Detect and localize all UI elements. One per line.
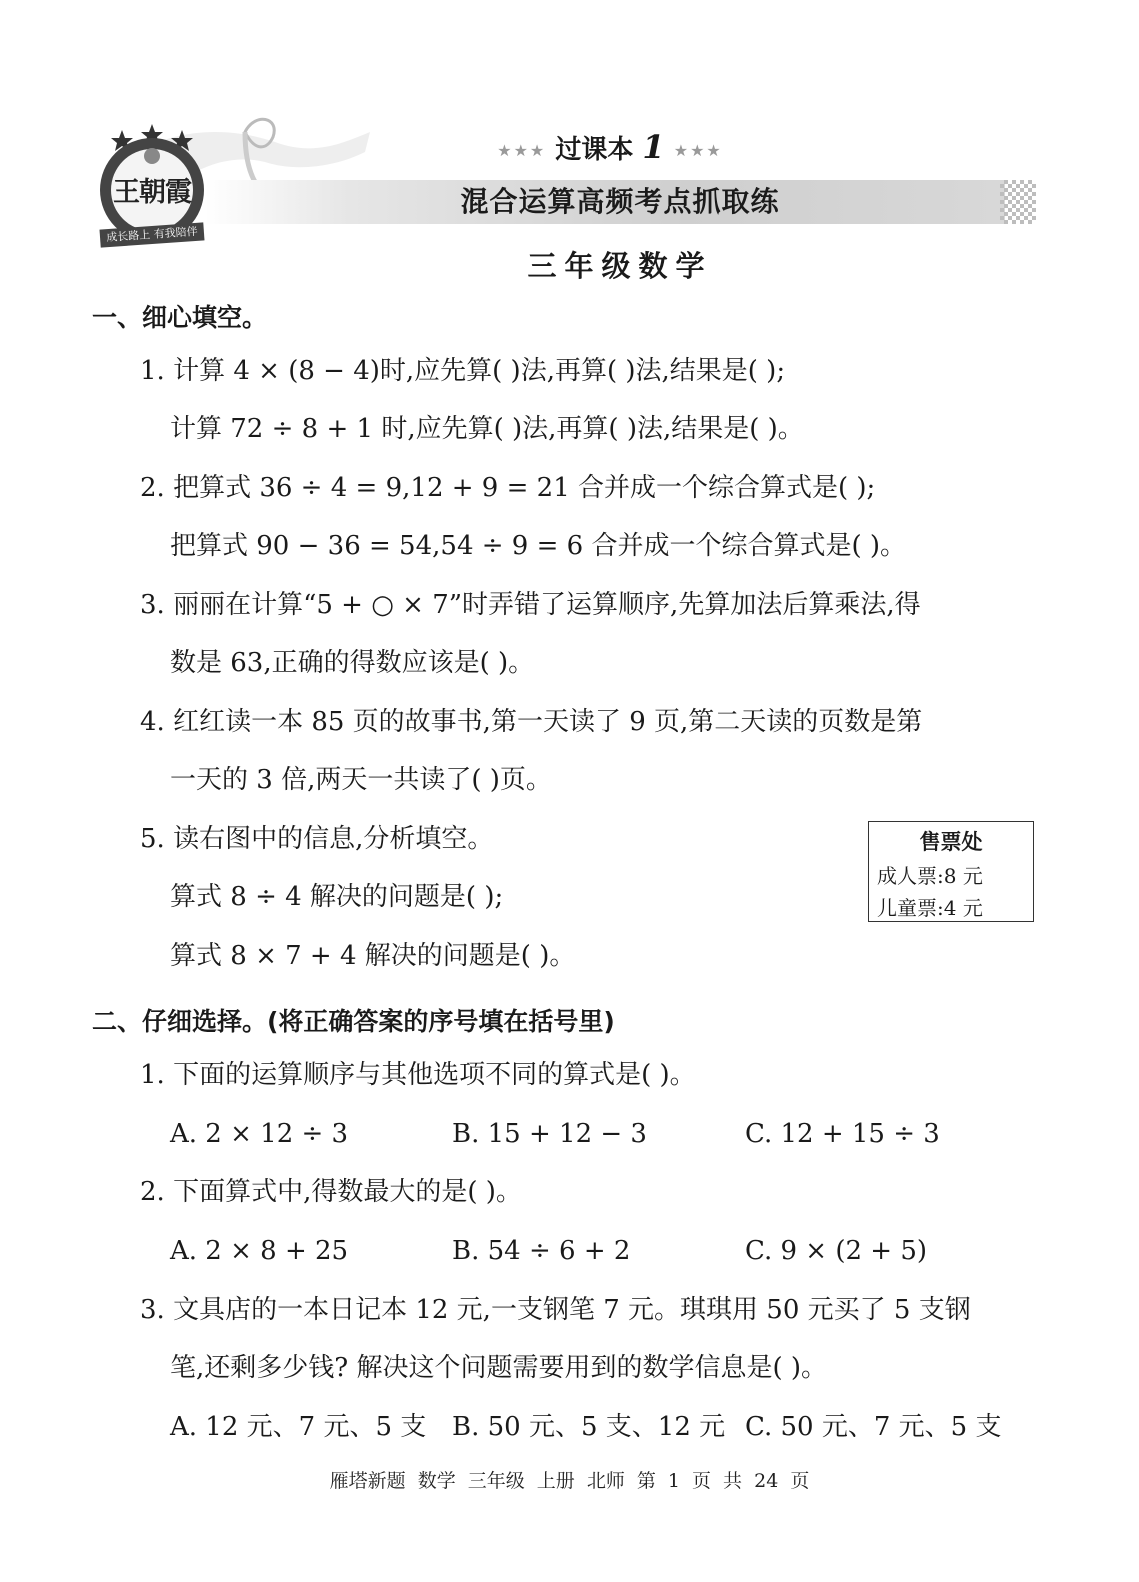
publisher-logo: [92, 122, 212, 252]
option-c: C. 9 × (2 + 5): [745, 1236, 928, 1266]
question-line: 数是 63,正确的得数应该是( )。: [170, 648, 535, 678]
question-line: 3. 文具店的一本日记本 12 元,一支钢笔 7 元。琪琪用 50 元买了 5 支钢: [140, 1295, 971, 1325]
logo-name: 王朝霞: [113, 177, 191, 208]
page-title: 混合运算高频考点抓取练: [460, 185, 780, 218]
question-line: 把算式 90 − 36 = 54,54 ÷ 9 = 6 合并成一个综合算式是( )。: [170, 531, 907, 561]
stars-right-icon: ★★★: [673, 141, 723, 160]
logo-motto: 成长路上 有我陪伴: [99, 222, 204, 247]
question-line: 一天的 3 倍,两天一共读了( )页。: [170, 765, 552, 795]
option-c: C. 12 + 15 ÷ 3: [745, 1119, 940, 1149]
ticket-office-box: [868, 821, 1034, 922]
question-line: 3. 丽丽在计算“5 + ○ × 7”时弄错了运算顺序,先算加法后算乘法,得: [140, 590, 921, 620]
question-line: 算式 8 × 7 + 4 解决的问题是( )。: [170, 941, 576, 971]
question-line: 4. 红红读一本 85 页的故事书,第一天读了 9 页,第二天读的页数是第: [140, 707, 923, 737]
question-line: 计算 72 ÷ 8 + 1 时,应先算( )法,再算( )法,结果是( )。: [170, 414, 804, 444]
option-a: A. 2 × 8 + 25: [170, 1236, 349, 1266]
option-a: A. 12 元、7 元、5 支: [170, 1412, 427, 1442]
option-b: B. 15 + 12 − 3: [452, 1119, 647, 1149]
ticket-adult-price: 成人票:8 元: [877, 864, 983, 888]
checker-pattern: [1000, 180, 1036, 224]
question-line: 1. 下面的运算顺序与其他选项不同的算式是( )。: [140, 1060, 696, 1090]
page-footer: 雁塔新题 数学 三年级 上册 北师 第 1 页 共 24 页: [329, 1470, 810, 1492]
option-a: A. 2 × 12 ÷ 3: [170, 1119, 349, 1149]
ticket-child-price: 儿童票:4 元: [877, 896, 983, 920]
series-label-text: 过课本: [555, 135, 634, 165]
option-b: B. 54 ÷ 6 + 2: [452, 1236, 631, 1266]
question-line: 1. 计算 4 × (8 − 4)时,应先算( )法,再算( )法,结果是( );: [140, 356, 786, 386]
option-c: C. 50 元、7 元、5 支: [745, 1412, 1002, 1442]
question-line: 2. 把算式 36 ÷ 4 = 9,12 + 9 = 21 合并成一个综合算式是( );: [140, 473, 876, 503]
option-b: B. 50 元、5 支、12 元: [452, 1412, 726, 1442]
question-line: 算式 8 ÷ 4 解决的问题是( );: [170, 882, 504, 912]
stars-left-icon: ★★★: [497, 141, 547, 160]
question-line: 5. 读右图中的信息,分析填空。: [140, 824, 494, 854]
question-line: 2. 下面算式中,得数最大的是( )。: [140, 1177, 522, 1207]
section1-heading: 一、细心填空。: [92, 303, 268, 332]
series-number: 1: [642, 128, 665, 166]
ticket-title: 售票处: [919, 830, 983, 854]
subject-title: 三年级数学: [527, 249, 713, 283]
section2-heading: 二、仔细选择。(将正确答案的序号填在括号里): [92, 1007, 615, 1036]
question-line: 笔,还剩多少钱? 解决这个问题需要用到的数学信息是( )。: [170, 1353, 828, 1383]
series-label: [440, 128, 780, 166]
